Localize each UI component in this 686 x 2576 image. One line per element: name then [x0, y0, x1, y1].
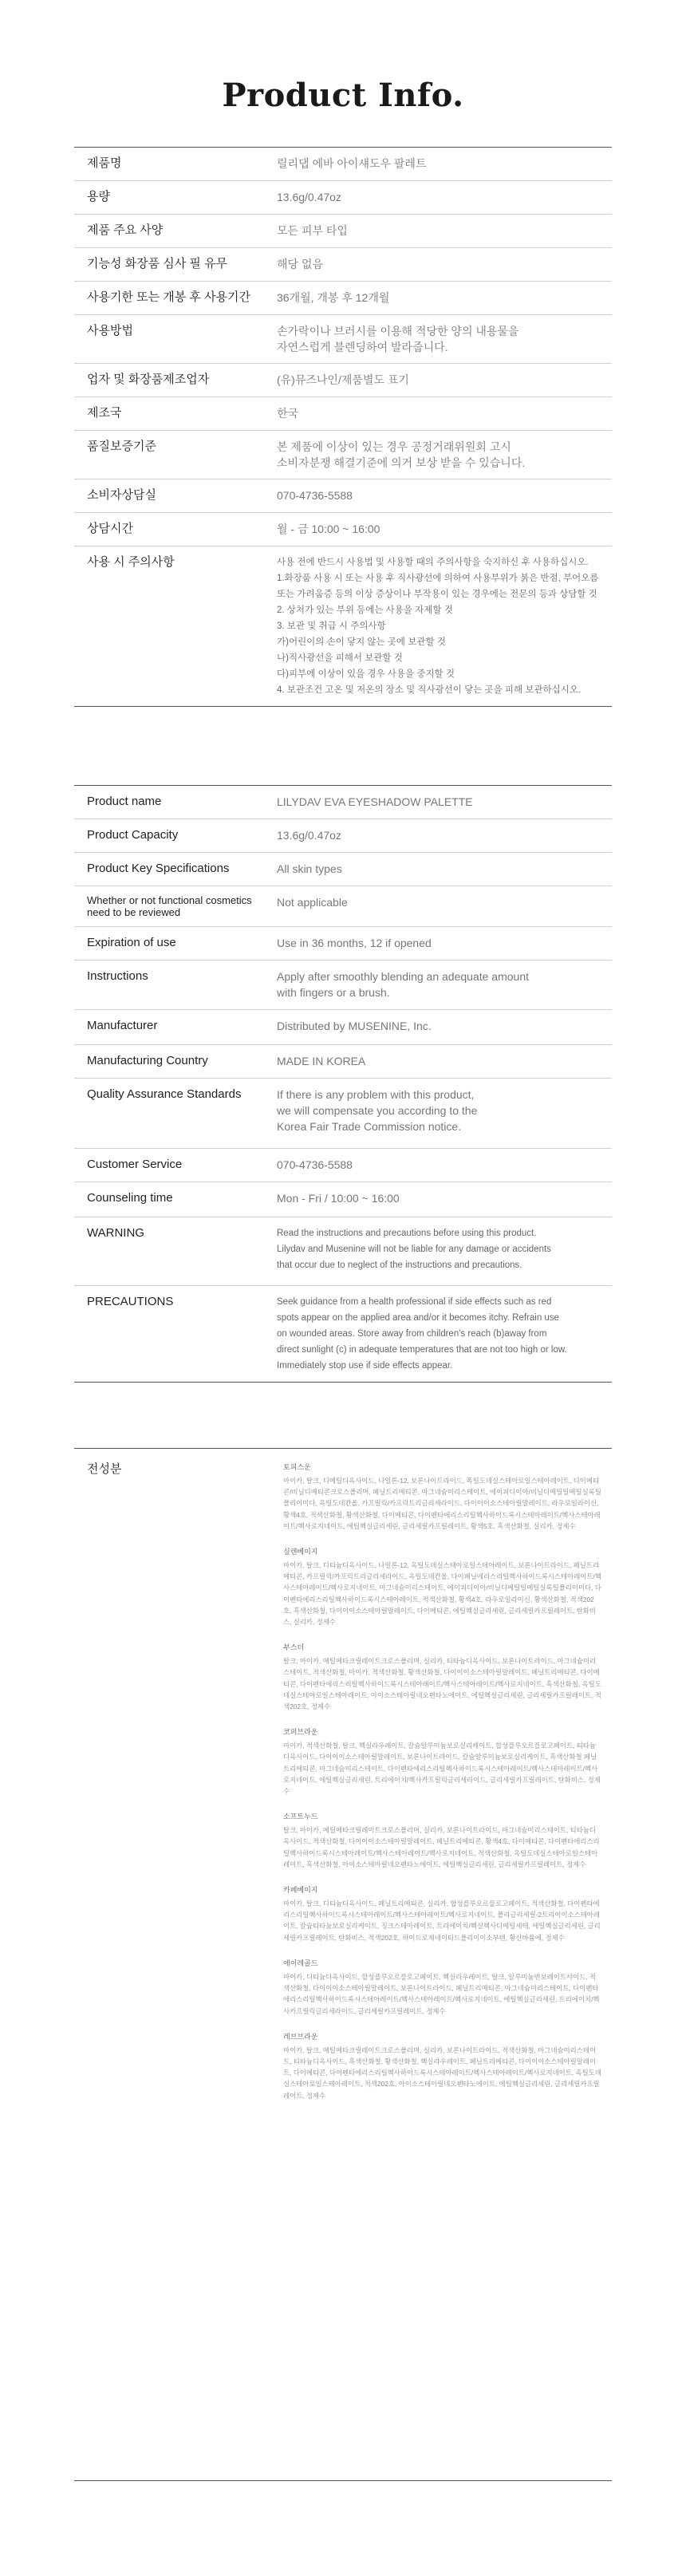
- en-info-label: Whether or not functional cosmetics need to be reviewed: [87, 894, 252, 918]
- ingredients-list: [283, 1462, 602, 2116]
- korean-info-table: [74, 147, 612, 707]
- ingredient-group: [283, 1642, 602, 1712]
- en-info-row: [74, 1217, 612, 1286]
- ingredient-group: [283, 1462, 602, 1532]
- ko-info-row: [74, 364, 612, 397]
- en-info-value: Apply after smoothly blending an adequate amount with fingers or a brush.: [277, 970, 529, 999]
- ko-info-row: [74, 215, 612, 248]
- en-info-row: [74, 819, 612, 853]
- ko-info-value: 월 - 금 10:00 ~ 16:00: [277, 523, 380, 535]
- ko-info-value: 손가락이나 브러시를 이용해 적당한 양의 내용물을 자연스럽게 블렌딩하여 발라줍니다.: [277, 325, 519, 353]
- ingredient-group: [283, 1726, 602, 1797]
- en-info-label: Instructions: [87, 969, 148, 983]
- ingredient-group-text: 탈크, 마이카, 메틸메타크릴레이트크로스폴리머, 실리카, 보론나이트라이드, 마그네슘미리스테이트, 티타늄디옥사이드, 적색산화철, 다이이이소스테아릴말레이트, 페닐트리메티콘, 황색4호, 다이메티콘, 다이펜타에리스리틸헥사하이드록시스테아레이트/헥사스테아레이트/헥사로지네이트, 적색산화철, 옥틸도데실스테아로일스테아레이트, 흑색산화철, 아이소스테아릴네오펜타노에이트, 에틸헥실글리세린, 글리세릴카프릴레이트, 정제수: [283, 1826, 600, 1868]
- ingredient-group-text: 탈크, 마이카, 메틸메타크릴레이트크로스폴리머, 실리카, 티타늄디옥사이드, 보론나이트라이드, 마그네슘미리스테이트, 적색산화철, 마이카, 적색산화철, 황색산화철, 다이이이소스테아릴말레이트, 페닐트리메티콘, 다이메티콘, 다이펜타에리스리틸헥사하이드록시스테아레이트/헥사스테아레이트/헥사로지네이트, 흑색산화철, 옥틸도데실스테아로일스테아레이트, 아이소스테아릴네오펜타노에이트, 에틸헥실글리세린, 글리세릴카프릴레이트, 적색202호, 정제수: [283, 1657, 601, 1711]
- ingredient-group: [283, 1884, 602, 1943]
- ko-info-value: 13.6g/0.47oz: [277, 191, 341, 203]
- en-info-value: All skin types: [277, 862, 342, 875]
- en-info-value: Not applicable: [277, 896, 348, 909]
- ingredient-group-name: 코퍼브라운: [283, 1728, 318, 1737]
- en-info-label: Product name: [87, 795, 162, 808]
- en-info-label: Product Key Specifications: [87, 862, 230, 875]
- en-info-label: Product Capacity: [87, 828, 179, 842]
- en-info-row: [74, 1010, 612, 1045]
- ko-info-row: [74, 282, 612, 315]
- en-info-label: Quality Assurance Standards: [87, 1087, 242, 1101]
- ko-info-row: [74, 148, 612, 181]
- ko-info-label: 제품 주요 사양: [87, 223, 164, 237]
- en-info-label: Manufacturing Country: [87, 1054, 208, 1067]
- ko-info-row: [74, 546, 612, 707]
- ingredient-group-name: 에이레골드: [283, 1959, 318, 1967]
- en-info-row: [74, 1079, 612, 1149]
- ko-info-row: [74, 248, 612, 282]
- english-info-table: [74, 785, 612, 1383]
- ingredient-group-name: 소프트누드: [283, 1813, 318, 1821]
- en-info-value: Seek guidance from a health professional if side effects such as red spots appear on the applied area and/or it becomes itchy. Refrain use on wounded areas. Store away from children's reach (b)away from direct sunlight (c) in adequate temperatures that are not too high or low. Immediately stop use if side effects appear.: [277, 1297, 567, 1371]
- ko-info-row: [74, 431, 612, 479]
- ingredient-group: [283, 1811, 602, 1870]
- ko-info-row: [74, 513, 612, 546]
- en-info-value: Mon - Fri / 10:00 ~ 16:00: [277, 1192, 400, 1205]
- en-info-value: Distributed by MUSENINE, Inc.: [277, 1020, 432, 1032]
- en-info-value: If there is any problem with this product, we will compensate you according to the Korea Fair Trade Commission notice.: [277, 1088, 478, 1133]
- en-info-label: Customer Service: [87, 1158, 183, 1171]
- ko-info-value: 해당 없음: [277, 258, 323, 270]
- ko-info-label: 사용 시 주의사항: [87, 555, 175, 569]
- en-info-label: PRECAUTIONS: [87, 1295, 174, 1308]
- ingredient-group: [283, 2031, 602, 2101]
- en-info-label: Counseling time: [87, 1191, 173, 1205]
- en-info-label: WARNING: [87, 1226, 144, 1240]
- page-title: Product Info.: [222, 77, 464, 114]
- ko-info-value: 릴리댑 에바 아이섀도우 팔레트: [277, 157, 427, 170]
- en-info-row: [74, 1045, 612, 1079]
- ingredient-group-name: 토피스운: [283, 1463, 311, 1471]
- en-info-value: Use in 36 months, 12 if opened: [277, 937, 432, 949]
- ingredient-group-text: 마이카, 디티늄디옥사이드, 합성플루오르플로고페이트, 헥실라우레이트, 탈크, 알루미늄변보레이트샤이드, 적색산화철, 다이이이소스테아릴말레이트, 보론나이트라이드, 페닐트리메티콘, 마그네슘미리스테이트, 다이펜타에리스리틸헥사하이드록시스테아레이트/헥사스테아레이트/헥사로지네이트, 에틸헥실글리세린, 트리에이치/헥사카프릴릭글리세라이드, 글리세릴카프릴레이트, 정제수: [283, 1972, 600, 2015]
- ko-info-row: [74, 397, 612, 431]
- ingredient-group-name: 부스더: [283, 1643, 305, 1652]
- ko-info-value: 070-4736-5588: [277, 489, 353, 502]
- en-info-value: MADE IN KOREA: [277, 1055, 366, 1067]
- en-info-value: 13.6g/0.47oz: [277, 829, 341, 842]
- en-info-row: [74, 1286, 612, 1383]
- ko-info-label: 용량: [87, 190, 110, 203]
- ko-info-label: 사용방법: [87, 324, 133, 337]
- ko-info-value: 36개월, 개봉 후 12개월: [277, 291, 390, 304]
- en-info-row: [74, 786, 612, 819]
- ingredient-group-text: 마이카, 탈크, 디티늄디옥사이드, 페닐트리메티콘, 실리카, 합성플루오르플로고페이트, 적색산화철, 다이펜타에리스리틸헥사하이드록시스테아레이트/헥사스테아레이트/헥사로지네이트, 폴리글리세릴-2트리이이소스테아레이트, 칼슘티타늄보로실리케이트, 징크스테아레이트, 트리에이치/헥실헥사디메틸세테, 에틸헥실글리세린, 글리세릴카프릴레이트, 탄화비스, 적색202호, 하이드로제네이티드폴리이이소부텐, 황산바륨에, 정제수: [283, 1899, 601, 1942]
- en-info-row: [74, 1182, 612, 1217]
- ko-info-label: 상담시간: [87, 522, 133, 535]
- ingredient-group-text: 마이카, 탈크, 메틸메타크릴레이트크로스폴리머, 실리카, 보론나이트라이드, 적색산화철, 마그네슘미리스테이트, 티타늄디옥사이드, 흑색산화철, 황색산화철, 헥실라우레이트, 페닐트리메티콘, 다이이이소스테아릴말레이트, 다이메티콘, 다이펜타에리스리틸헥사하이드록시스테아레이트/헥사스테아레이트/헥사로지네이트, 옥틸도데실스테아로일스테아레이트, 적색202호, 아이소스테아릴네오펜타노에이트, 에틸헥실글리세린, 글리세릴카프릴레이트, 정제수: [283, 2045, 601, 2100]
- ko-info-row: [74, 181, 612, 215]
- en-info-row: [74, 1149, 612, 1182]
- ko-info-label: 품질보증기준: [87, 440, 156, 453]
- ko-info-value: (유)뮤즈나인/제품별도 표기: [277, 373, 409, 386]
- ingredients-section: [74, 1448, 612, 2481]
- ko-info-value: 모든 피부 타입: [277, 224, 348, 237]
- ingredient-group-text: 마이카, 탈크, 디메틸디옥사이드, 나일론-12, 보론나이트라이드, 폭틸도데실스테아로일스테아레이트, 디이메티콘/비닐디메티콘크로스폴리머, 페닐트리메티콘, 마그네슘미리스테이트, 에이피디이아/비닐디메틸틸메틸실록틸폴리이미다, 옥틸도데칸올, 카프릴릭/카프릭트리글리세라이드, 다이이이소스테아릴말레이트, 라우로일라이신, 황색4호, 적색산화철, 황색산화철, 다이메티콘, 다이펜타에리스리틸헥사하이드록시스테아레이트/헥사스테아레이트/헥사로지네이트, 에틸헥실글리세린, 글리세릴카프릴레이트, 황색5호, 흑색산화철, 실리카, 정제수: [283, 1477, 601, 1530]
- ko-info-label: 소비자상담실: [87, 488, 156, 502]
- ingredient-group-name: 카페베이지: [283, 1886, 318, 1895]
- en-info-row: [74, 853, 612, 886]
- ingredient-group-text: 마이카, 탈크, 디티늄디옥사이드, 나일론-12, 옥틸도데실스테아로일스테아레이트, 보론나이트라이드, 페닐트리메티콘, 카프릴릭/카프릭트리글리세라이드, 옥틸도데칸올, 다이페닐에리스리틸헥사하이드록시스테아레이트/헥사스테아레이트/헥사로지네이트, 마그네슘미리스테이트, 에이피디이아/비닐디메틸틸메틸실록틸폴리이미다, 다이펜타에리스리틸헥사하이드록시스테아레이트, 적색산화철, 황색4호, 라우로일라이신, 황색산화철, 적색202호, 흑색산화철, 다이이이소스테아릴말레이트, 다이메티콘, 에틸헥실글리세린, 글리세릴카프릴레이트, 탄화비스, 실리카, 정제수: [283, 1561, 601, 1627]
- ko-info-label: 업자 및 화장품제조업자: [87, 373, 210, 386]
- ko-info-label: 제조국: [87, 406, 122, 420]
- en-info-value: 070-4736-5588: [277, 1158, 353, 1171]
- ko-info-value: 본 제품에 이상이 있는 경우 공정거래위원회 고시 소비자분쟁 해결기준에 의거 보상 받을 수 있습니다.: [277, 440, 526, 469]
- en-info-label: Expiration of use: [87, 936, 176, 949]
- ko-info-label: 사용기한 또는 개봉 후 사용기간: [87, 290, 251, 304]
- ingredient-group: [283, 1546, 602, 1627]
- en-info-row: [74, 886, 612, 927]
- ko-info-row: [74, 479, 612, 513]
- ingredient-group-text: 마이카, 적색산화철, 탈크, 헥실라우레이트, 칼슘알루미늄보로실리케이트, 합성플루오르플로고페이트, 티타늄디옥사이드, 다이이이소스테아릴말레이트, 보론나이트라이드, 칼슘알루미늄보로실리케이트, 흑색산화철 페닐트리메티콘, 마그네슘미리스테이트, 다이펜타에리스리틸헥사하이드록시스테아레이트/헥사스테아레이트/헥사로지네이트, 에틸헥실글리세린, 트리에이치/헥사카프릴릭글리세라이드, 글리세릴카프릴레이트, 탄화비스, 정제수: [283, 1742, 601, 1796]
- ko-info-value: 사용 전에 반드시 사용법 및 사용할 때의 주의사항을 숙지하신 후 사용하십시오. 1.화장품 사용 시 또는 사용 후 직사광선에 의하여 사용부위가 붉은 반점, 부어오름 또는 가려움증 등의 이상 증상이나 부작용이 있는 경우에는 전문의 등과 상담할 것 2. 상처가 있는 부위 등에는 사용을 자제할 것 3. 보관 및 취급 시 주의사항 가)어린이의 손이 닿지 않는 곳에 보관할 것 나)직사광선을 피해서 보관할 것 다)피부에 이상이 있을 경우 사용을 중지할 것 4. 보관조건 고온 및 저온의 장소 및 직사광선이 닿는 곳을 피해 보관하십시오.: [277, 558, 599, 695]
- ingredients-label: 전성분: [87, 1462, 122, 1476]
- ingredient-group-name: 레브브라운: [283, 2032, 318, 2041]
- en-info-value: LILYDAV EVA EYESHADOW PALETTE: [277, 795, 473, 808]
- en-info-row: [74, 927, 612, 961]
- en-info-row: [74, 961, 612, 1010]
- ko-info-label: 기능성 화장품 심사 필 유무: [87, 257, 228, 270]
- ko-info-row: [74, 315, 612, 364]
- ingredient-group: [283, 1958, 602, 2017]
- en-info-label: Manufacturer: [87, 1019, 158, 1032]
- ko-info-value: 한국: [277, 407, 299, 420]
- ingredient-group-name: 실렌베이지: [283, 1548, 318, 1556]
- ko-info-label: 제품명: [87, 156, 122, 170]
- en-info-value: Read the instructions and precautions before using this product. Lilydav and Musenine will not be liable for any damage or accidents that occur due to neglect of the instructions and precautions.: [277, 1229, 551, 1270]
